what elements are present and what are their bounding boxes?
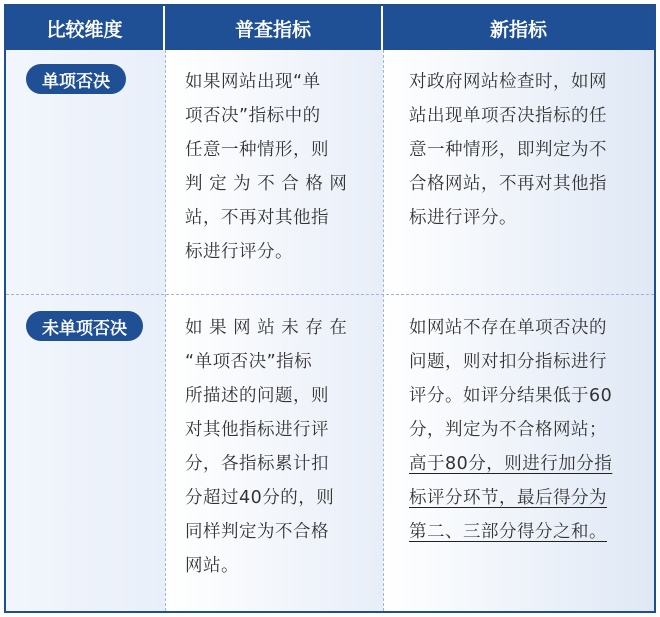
text-line: 标进行评分。 xyxy=(185,242,293,262)
text-line: 评分。如评分结果低于60 xyxy=(409,386,613,406)
new-text-no-veto xyxy=(409,311,612,549)
text-line: 站出现单项否决指标的任 xyxy=(409,106,607,126)
underlined-text: 第二、三部分得分之和。 xyxy=(409,522,607,542)
text-line: 如网站不存在单项否决的 xyxy=(409,318,607,338)
text-line: 所描述的问题，则 xyxy=(185,386,329,406)
text-line: 同样判定为不合格 xyxy=(185,522,329,542)
text-line: “单项否决”指标 xyxy=(185,352,313,372)
underlined-text: 标评分环节，最后得分为 xyxy=(409,488,607,508)
header-census-indicator: 普查指标 xyxy=(165,6,383,50)
text-line: 问题，则对扣分指标进行 xyxy=(409,352,607,372)
new-text-veto xyxy=(409,65,607,235)
header-dimension: 比较维度 xyxy=(6,6,165,50)
header-new-indicator: 新指标 xyxy=(383,6,654,50)
text-line: 对其他指标进行评 xyxy=(185,420,329,440)
underlined-text-line xyxy=(409,481,612,515)
text-line: 网站。 xyxy=(185,556,239,576)
dimension-badge-no-veto: 未单项否决 xyxy=(26,311,143,341)
text-line: 意一种情形，即判定为不 xyxy=(409,140,607,160)
underlined-text: 高于80分，则进行加分指 xyxy=(409,454,613,474)
text-line: 分，各指标累计扣 xyxy=(185,454,329,474)
text-line: 如 果 网 站 未 存 在 xyxy=(185,318,348,338)
census-text-veto xyxy=(185,65,347,269)
text-line: 对政府网站检查时，如网 xyxy=(409,72,607,92)
text-line: 任意一种情形，则 xyxy=(185,140,329,160)
text-line: 站，不再对其他指 xyxy=(185,208,329,228)
column-divider xyxy=(383,50,384,611)
underlined-text-line xyxy=(409,515,612,549)
text-line: 合格网站，不再对其他指 xyxy=(409,174,607,194)
text-line: 项否决”指标中的 xyxy=(185,106,321,126)
census-text-no-veto xyxy=(185,311,347,583)
text-line: 如果网站出现“单 xyxy=(185,72,321,92)
underlined-text-line xyxy=(409,447,612,481)
dimension-badge-veto: 单项否决 xyxy=(26,64,126,94)
column-divider xyxy=(165,50,166,611)
comparison-table xyxy=(4,4,656,613)
text-line: 标进行评分。 xyxy=(409,208,517,228)
text-line: 分，判定为不合格网站； xyxy=(409,420,607,440)
text-line: 判 定 为 不 合 格 网 xyxy=(185,174,348,194)
row-divider xyxy=(6,294,654,295)
text-line: 分超过40分的，则 xyxy=(185,488,335,508)
